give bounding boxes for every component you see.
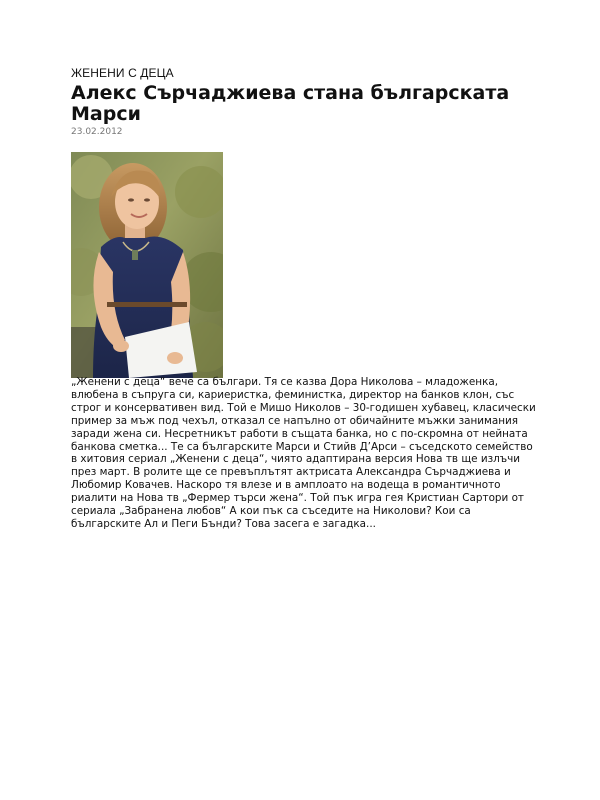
article	[71, 66, 541, 530]
article-category: ЖЕНЕНИ С ДЕЦА	[71, 66, 174, 80]
article-body: „Женени с деца“ вече са българи. Тя се казва Дора Николова – младоженка, влюбена в съпруга си, кариеристка, феминистка, директор на банков клон, със строг и консервативен вид. Той е Мишо Николов – 30-годишен хубавец, класически пример за мъж под чехъл, отказал се напълно от обичайните мъжки занимания заради жена си. Несретникът работи в същата банка, но с по-скромна от нейната банкова сметка... Те са българските Марси и Стийв Д’Арси – съседското семейство в хитовия сериал „Женени с деца“, чиято адаптирана версия Нова тв ще излъчи през март. В ролите ще се превъплътят актрисата Александра Сърчаджиева и Любомир Ковачев. Наскоро тя влезе и в амплоато на водеща в романтичното риалити на Нова тв „Фермер търси жена“. Той пък игра гея Кристиан Сартори от сериала „Забранена любов“ А кои пък са съседите на Николови? Кои са българските Ал и Пеги Бънди? Това засега е загадка...	[71, 376, 536, 530]
article-title: Алекс Сърчаджиева стана българската Марси	[71, 82, 510, 125]
article-date: 23.02.2012	[71, 127, 123, 137]
article-photo	[71, 152, 223, 378]
